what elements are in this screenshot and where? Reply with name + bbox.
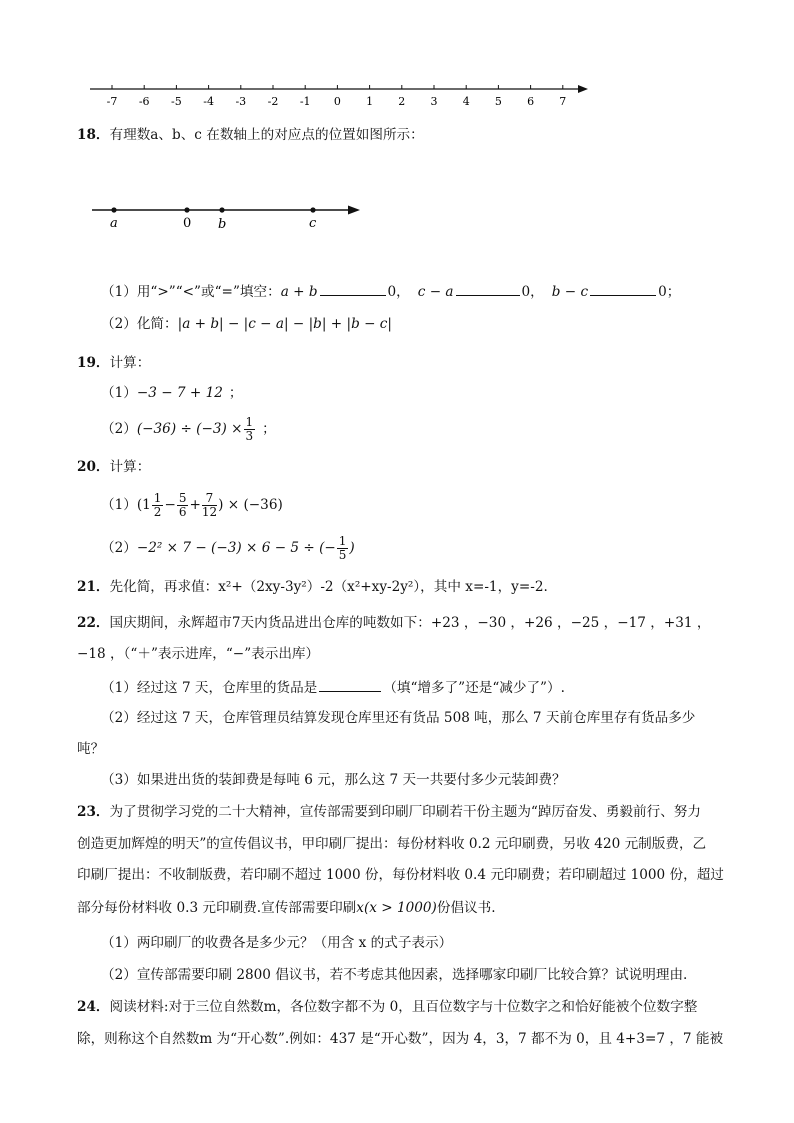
q18-p2-prefix: （2）化简： <box>101 316 178 332</box>
q23-text-4b: 份倡议书. <box>436 900 496 916</box>
q18-p1-expr3: b − c <box>551 284 589 300</box>
q24-text-1: 阅读材料:对于三位自然数m，各位数字都不为 0，且百位数字与十位数字之和恰好能被个位数字整 <box>109 999 698 1015</box>
q22-part2-line2 <box>77 740 104 758</box>
q20-p1-d: ) × (−36) <box>218 497 283 513</box>
q21-line <box>77 578 548 596</box>
q22-p2-text-1: （2）经过这 7 天，仓库管理员结算发现仓库里还有货品 508 吨，那么 7 天前仓库里存有货品多少 <box>101 710 696 726</box>
q20-frac-3-den: 12 <box>201 505 218 519</box>
q22-p2-text-2: 吨？ <box>77 741 105 757</box>
q24-number: 24． <box>77 999 110 1015</box>
number-line-top <box>0 0 794 115</box>
q23-part1 <box>101 934 452 952</box>
q18-blank-2[interactable] <box>456 281 520 296</box>
q23-part2 <box>101 966 687 984</box>
q20-p1-c: + <box>189 497 201 513</box>
q22-part2-line1 <box>101 709 695 727</box>
number-line-tick-label: -2 <box>267 95 279 108</box>
q23-p2-text: （2）宣传部需要印刷 2800 倡议书，若不考虑其他因素，选择哪家印刷厂比较合算？试说明理由. <box>101 967 688 983</box>
q18-label-c: c <box>309 216 317 231</box>
number-line-tick-label: -4 <box>203 95 214 108</box>
q23-line2 <box>77 835 706 853</box>
q24-line1 <box>77 998 697 1016</box>
number-line-tick-label: 7 <box>559 95 567 108</box>
q18-axis-arrow <box>348 206 360 215</box>
q23-text-1: 为了贯彻学习党的二十大精神，宣传部需要到印刷厂印刷若干份主题为“踔厉奋发、勇毅前行、努力 <box>109 804 701 820</box>
q19-p2-prefix: （2） <box>101 421 137 437</box>
q18-stem-line <box>77 126 424 144</box>
q18-part2 <box>101 315 392 333</box>
q18-stem: 有理数a、b、c 在数轴上的对应点的位置如图所示： <box>109 127 424 143</box>
q20-part1 <box>101 492 283 519</box>
q19-part2 <box>101 416 276 443</box>
q20-frac-3 <box>202 492 217 519</box>
q20-part2 <box>101 535 355 562</box>
q18-point-a <box>111 207 116 212</box>
q20-p1-prefix: （1） <box>101 497 137 513</box>
q22-text-2: −18 ，（“＋”表示进库，“−”表示出库） <box>77 646 320 662</box>
number-line-tick-label: 4 <box>462 95 470 108</box>
q18-label-b: b <box>218 217 227 232</box>
q19-p2-fraction <box>244 416 256 443</box>
q20-p2-prefix: （2） <box>101 540 137 556</box>
q18-p1-prefix: （1）用“>”“<”或“=”填空： <box>101 284 281 300</box>
number-line-q18 <box>0 190 794 250</box>
q18-label-a: a <box>110 216 118 231</box>
q18-p1-sep2: 0， <box>521 284 544 300</box>
number-line-tick-label: -5 <box>171 95 182 108</box>
q20-p2-a: −2² × 7 − (−3) × 6 − 5 ÷ (− <box>136 540 336 556</box>
q20-frac-1-num: 1 <box>153 491 162 505</box>
q20-frac-1 <box>152 492 164 519</box>
q20-frac-3-num: 7 <box>202 492 217 506</box>
q19-p1-end: ； <box>228 385 243 401</box>
q18-blank-1[interactable] <box>320 281 386 296</box>
q18-p1-sep3: 0； <box>658 284 681 300</box>
q22-line1 <box>77 614 710 632</box>
q20-frac-2 <box>177 492 189 519</box>
number-line-tick-label: 1 <box>366 95 374 108</box>
q20-frac-2-den: 6 <box>178 505 187 519</box>
q19-frac-num: 1 <box>245 415 254 429</box>
q20-frac-2-num: 5 <box>178 491 187 505</box>
q20-frac-1-den: 2 <box>153 505 162 519</box>
q22-line2 <box>77 645 319 663</box>
q21-number: 21． <box>77 579 110 595</box>
q22-number: 22． <box>77 615 110 631</box>
number-line-tick-label: -7 <box>106 95 118 108</box>
q19-p1-expr: −3 − 7 + 12 <box>136 385 223 401</box>
q23-text-2: 创造更加辉煌的明天”的宣传倡议书，甲印刷厂提出：每份材料收 0.2 元印刷费，另收 420 元制版费，乙 <box>77 836 707 852</box>
q22-blank[interactable] <box>319 677 381 692</box>
number-line-tick-label: 2 <box>398 95 406 108</box>
number-line-tick-label: -6 <box>138 95 150 108</box>
q18-p2-expr: |a + b| − |c − a| − |b| + |b − c| <box>177 316 392 332</box>
q22-p1-b: （填“增多了”还是“减少了”）. <box>383 680 565 696</box>
q20-stem: 计算： <box>109 459 151 475</box>
q19-stem-line <box>77 354 150 372</box>
q19-frac-den: 3 <box>245 429 254 443</box>
number-line-tick-label: 0 <box>333 95 341 108</box>
q23-text-4a: 部分每份材料收 0.3 元印刷费.宣传部需要印刷 <box>77 900 357 916</box>
q23-line4 <box>77 899 496 917</box>
number-line-tick-label: -1 <box>299 95 311 108</box>
q18-point-c <box>310 207 315 212</box>
q20-frac-4-den: 5 <box>338 548 347 562</box>
q23-text-4-expr: x(x > 1000) <box>356 900 437 916</box>
q22-p3-text: （3）如果进出货的装卸费是每吨 6 元，那么这 7 天一共要付多少元装卸费？ <box>101 772 566 788</box>
q18-blank-3[interactable] <box>590 281 656 296</box>
number-line-tick-label: 5 <box>494 95 502 108</box>
q21-text: 先化简，再求值：x²+（2xy-3y²）-2（x²+xy-2y²），其中 x=-1，y=-2. <box>109 579 548 595</box>
q22-part3 <box>101 771 566 789</box>
q19-part1 <box>101 384 243 402</box>
q22-text-1: 国庆期间，永辉超市7天内货品进出仓库的吨数如下：+23 ，−30 ，+26 ，−25 ，−17 ，+31 ， <box>109 615 711 631</box>
q20-number: 20． <box>77 459 110 475</box>
q18-point-zero <box>184 207 189 212</box>
q20-p2-b: ) <box>349 540 355 556</box>
q18-p1-sep1: 0， <box>387 284 410 300</box>
q20-p1-a: (1 <box>136 497 151 513</box>
q19-p1-prefix: （1） <box>101 385 137 401</box>
q18-point-b <box>219 207 224 212</box>
q24-line2 <box>77 1030 723 1048</box>
q22-p1-a: （1）经过这 7 天，仓库里的货品是 <box>101 680 318 696</box>
number-line-arrow <box>578 85 588 93</box>
number-line-tick-label: 6 <box>527 95 535 108</box>
q18-number: 18． <box>77 127 110 143</box>
q18-label-zero: 0 <box>183 216 192 231</box>
q23-line1 <box>77 803 701 821</box>
q19-stem: 计算： <box>109 355 151 371</box>
q23-p1-text: （1）两印刷厂的收费各是多少元？（用含 x 的式子表示） <box>101 935 453 951</box>
q23-text-3: 印刷厂提出：不收制版费，若印刷不超过 1000 份，每份材料收 0.4 元印刷费；若印刷超过 1000 份，超过 <box>77 867 724 883</box>
q20-frac-4 <box>337 535 349 562</box>
q22-part1 <box>101 677 565 697</box>
q19-p2-end: ； <box>262 421 276 437</box>
q23-number: 23． <box>77 804 110 820</box>
q24-text-2: 除，则称这个自然数m 为“开心数”.例如：437 是“开心数”，因为 4，3，7 都不为 0，且 4+3=7 ，7 能被 <box>77 1031 724 1047</box>
q20-p1-b: − <box>164 497 176 513</box>
q19-number: 19． <box>77 355 110 371</box>
q19-p2-expr: (−36) ÷ (−3) × <box>136 421 243 437</box>
q20-stem-line <box>77 458 150 476</box>
q20-frac-4-num: 1 <box>338 534 347 548</box>
q18-p1-expr2: c − a <box>417 284 454 300</box>
number-line-tick-label: 3 <box>430 95 438 108</box>
number-line-tick-label: -3 <box>235 95 247 108</box>
q18-p1-expr1: a + b <box>280 284 318 300</box>
q23-line3 <box>77 866 724 884</box>
q18-part1 <box>101 281 680 301</box>
